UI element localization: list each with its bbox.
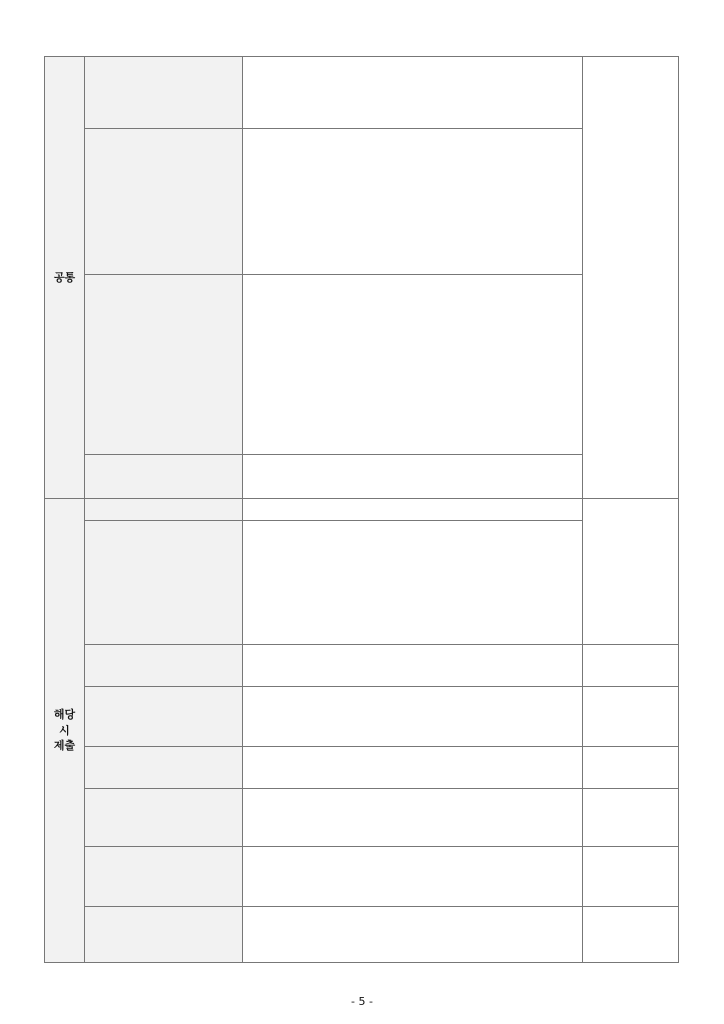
- doc-desc-financial-consent: [243, 129, 583, 275]
- doc-name-eligibility: [85, 521, 243, 645]
- group-label-line: 해당: [53, 707, 76, 721]
- required-documents-table: [44, 56, 679, 963]
- table-row: [45, 57, 679, 129]
- submit-place-empty: [583, 645, 679, 687]
- doc-name-newborn-extra: [85, 789, 243, 847]
- doc-desc-prenewlywed-extra: [243, 747, 583, 789]
- doc-name-single-parent-extra: [85, 687, 243, 747]
- group-label-line: 제출: [53, 739, 76, 753]
- doc-name-asset-confirmation: [85, 275, 243, 455]
- doc-desc-newborn-extra: [243, 789, 583, 847]
- table-row: [45, 789, 679, 847]
- table-row: [45, 747, 679, 789]
- doc-name-foreigner-registration: [85, 907, 243, 963]
- group-label-line: 시: [59, 723, 70, 737]
- table-row: [45, 907, 679, 963]
- table-row: [45, 847, 679, 907]
- doc-name-adoption: [85, 499, 243, 521]
- doc-name-single-parent-cert: [85, 645, 243, 687]
- doc-desc-adoption: [243, 499, 583, 521]
- doc-desc-single-parent-cert: [243, 645, 583, 687]
- table-row: [45, 687, 679, 747]
- doc-desc-privacy-consent: [243, 455, 583, 499]
- group-common: 공통: [45, 57, 85, 499]
- doc-desc-family-relation: [243, 57, 583, 129]
- doc-desc-single-parent-extra: [243, 687, 583, 747]
- doc-desc-asset-confirmation: [243, 275, 583, 455]
- doc-name-sub: [90, 194, 104, 208]
- submit-place-form: [583, 747, 679, 789]
- table-row: [45, 499, 679, 521]
- submit-place-immigration: [583, 907, 679, 963]
- group-conditional: [45, 499, 85, 963]
- submit-place-common: [583, 57, 679, 499]
- submit-place-hospital: [583, 847, 679, 907]
- doc-name-pregnancy-diagnosis: [85, 847, 243, 907]
- doc-desc-foreigner-registration: [243, 907, 583, 963]
- doc-name-financial-consent: [85, 129, 243, 275]
- doc-name-privacy-consent: [85, 455, 243, 499]
- submit-place-welfare-center: [583, 499, 679, 645]
- doc-desc-eligibility: [243, 521, 583, 645]
- page-number: - 5 -: [351, 995, 373, 1008]
- doc-desc-pregnancy-diagnosis: [243, 847, 583, 907]
- table-row: [45, 645, 679, 687]
- doc-name-family-relation: [85, 57, 243, 129]
- submit-place-form: [583, 687, 679, 747]
- submit-place-welfare-center: [583, 789, 679, 847]
- doc-name-prenewlywed-extra: [85, 747, 243, 789]
